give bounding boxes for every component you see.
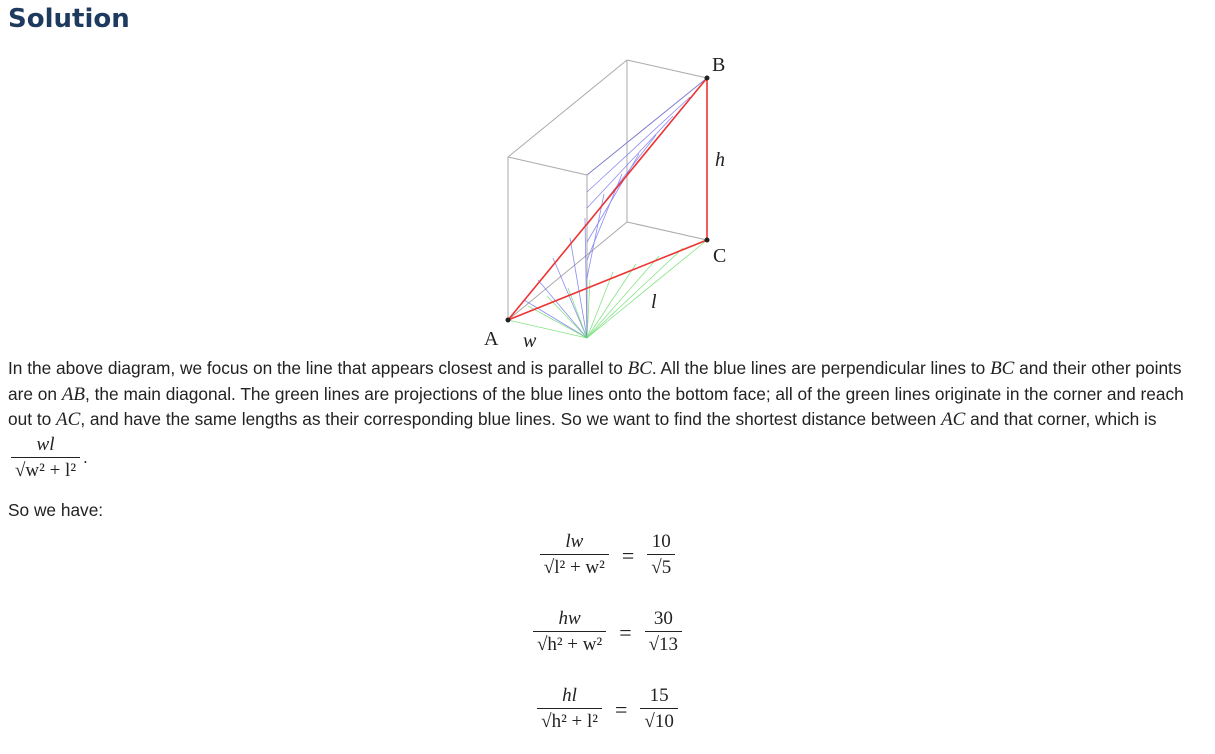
diagonal-ab [508,78,707,320]
math-bc: BC [990,358,1015,379]
box-edge [508,222,627,320]
label-c: C [713,245,727,267]
equation-1: $\frac{lw}{\text{√l² + w²}}$ = $\frac{10}{√5}$ [0,530,1215,581]
explanation-paragraph: In the above diagram, we focus on the line that appears closest and is parallel to BC. All the blue lines are perpendicular lines to BC and their other points are on AB, the main diagonal. The green lines are projections of the blue lines onto the bottom face; all of the green lines originate in the corner and reach out to AC, and have the same lengths as their corresponding blue lines. So we want to find the shortest distance between AC and that corner, which is $\frac{wl}{\text{√w² + l²}}$ . [8,356,1208,484]
blue-line [587,154,639,242]
red-lines [508,78,707,320]
box-edge [508,157,587,175]
page-title: Solution [8,4,130,34]
point-a [506,318,511,323]
math-bc: BC [627,358,652,379]
label-w: w [523,330,537,352]
label-l: l [651,291,657,313]
blue-line [538,280,587,338]
fraction-distance: $\frac{wl}{\text{√w² + l²}}$ [11,433,80,484]
green-lines [508,240,707,338]
blue-line [587,97,690,192]
green-line [587,240,707,338]
box-edge [508,60,627,157]
blue-line [587,116,673,208]
label-a: A [484,328,499,350]
point-b [705,76,710,81]
box-edge [627,60,707,78]
line-ac [508,240,707,320]
box-diagram [470,44,740,354]
green-line [587,256,659,338]
label-h: h [715,149,725,171]
math-ab: AB [61,383,86,405]
point-c [705,238,710,243]
blue-line [553,258,587,338]
label-b: B [712,54,726,76]
blue-lines [524,78,707,338]
box-edge [627,222,707,240]
green-line [587,248,683,338]
equation-3: $\frac{hl}{\text{√h² + l²}}$ = $\frac{15}{√10}$ [0,684,1215,735]
math-ac: AC [56,409,81,430]
equation-2: $\frac{hw}{\text{√h² + w²}}$ = $\frac{30}{√13}$ [0,607,1215,658]
green-line [528,306,587,338]
so-we-have-text: So we have: [8,500,104,520]
green-line [508,320,587,338]
blue-line [587,78,707,175]
math-ac: AC [941,409,966,430]
